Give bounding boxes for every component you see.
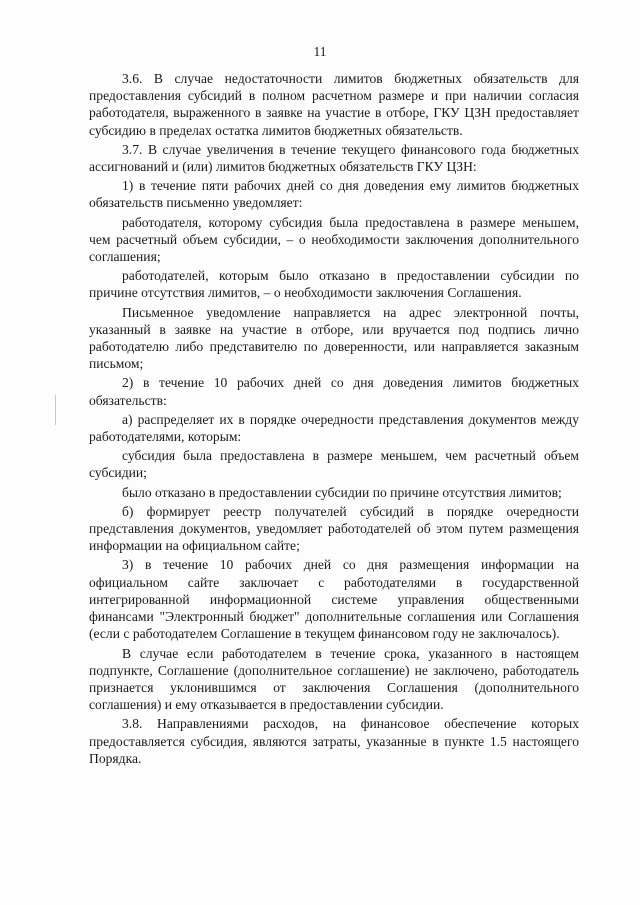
paragraph-employer-notice: работодателя, которому субсидия была предоставлена в размере меньшем, чем расчетный объем субсидии, – о необходимости заключения дополнительного соглашения; bbox=[89, 214, 579, 265]
paragraph-3-6: 3.6. В случае недостаточности лимитов бюджетных обязательств для предоставления субсидий в полном расчетном размере и при наличии согласия работодателя, выраженного в заявке на участие в отборе, ГКУ ЦЗН предоставляет субсидию в пределах остатка лимитов бюджетных обязательств. bbox=[89, 71, 579, 138]
paragraph-item-3: 3) в течение 10 рабочих дней со дня размещения информации на официальном сайте заключает с работодателями в государственной интегрированной информационной системе управления общественными финансами "Электронный бюджет" дополнительные соглашения или Соглашения (если с работодателем Соглашение в текущем финансовом году не заключалось). bbox=[89, 557, 579, 642]
paragraph-written-notice: Письменное уведомление направляется на адрес электронной почты, указанный в заявке на участие в отборе, или вручается под подпись лично работодателю либо представителю по доверенности, или направляется заказным письмом; bbox=[89, 304, 579, 372]
paragraph-employers-refused: работодателей, которым было отказано в предоставлении субсидии по причине отсутствия лимитов, – о необходимости заключения Соглашения. bbox=[89, 268, 579, 301]
paragraph-item-2: 2) в течение 10 рабочих дней со дня доведения лимитов бюджетных обязательств: bbox=[89, 375, 579, 408]
paragraph-3-7: 3.7. В случае увеличения в течение текущего финансового года бюджетных ассигнований и (или) лимитов бюджетных обязательств ГКУ ЦЗН: bbox=[89, 141, 579, 175]
paragraph-item-2a: а) распределяет их в порядке очередности представления документов между работодателями, которым: bbox=[89, 411, 579, 445]
paragraph-smaller-subsidy: субсидия была предоставлена в размере меньшем, чем расчетный объем субсидии; bbox=[89, 448, 579, 481]
paragraph-evasion: В случае если работодателем в течение срока, указанного в настоящем подпункте, Соглашение (дополнительное соглашение) не заключено, работодатель признается уклонившимся от заключения Соглашения (дополнительного соглашения) и ему отказывается в предоставлении субсидии. bbox=[89, 645, 579, 713]
paragraph-item-2b: б) формирует реестр получателей субсидий в порядке очередности представления документов, уведомляет работодателей об этом путем размещения информации на официальном сайте; bbox=[89, 503, 579, 554]
paragraph-item-1: 1) в течение пяти рабочих дней со дня доведения ему лимитов бюджетных обязательств письменно уведомляет: bbox=[89, 178, 579, 211]
document-body bbox=[89, 70, 579, 767]
paragraph-refused-limits: было отказано в предоставлении субсидии по причине отсутствия лимитов; bbox=[122, 484, 562, 500]
page-number: 11 bbox=[313, 44, 327, 59]
scan-margin-mark bbox=[55, 395, 56, 425]
paragraph-3-8: 3.8. Направлениями расходов, на финансовое обеспечение которых предоставляется субсидия, являются затраты, указанные в пункте 1.5 настоящего Порядка. bbox=[89, 716, 579, 766]
